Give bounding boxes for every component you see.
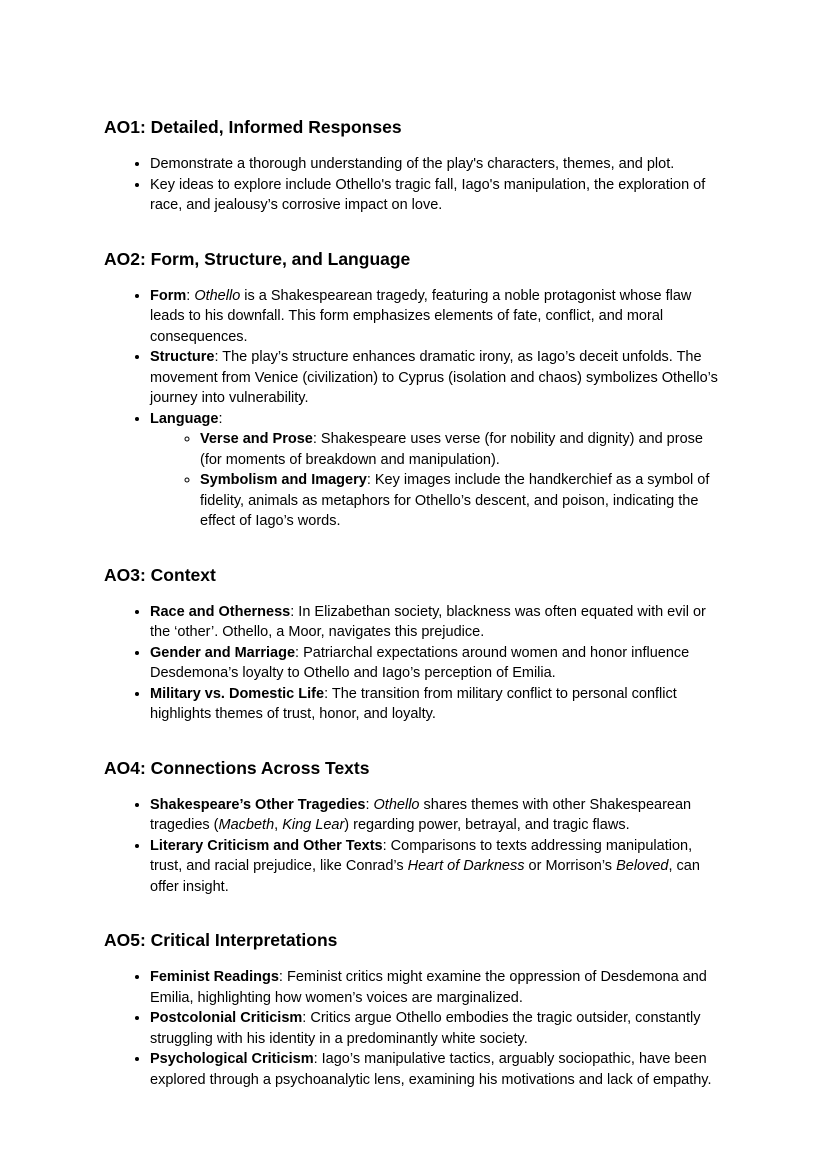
text-run: Military vs. Domestic Life — [150, 685, 325, 702]
list-item — [150, 154, 724, 175]
text-run: Race and Otherness — [150, 603, 291, 620]
text-run: is a Shakespearean tragedy, featuring a noble protagonist whose flaw leads to his downfall. This form emphasizes elements of fate, conflict, and moral consequences. — [150, 287, 692, 345]
bullet-list — [104, 602, 724, 725]
text-run: : Critics argue Othello embodies the tragic outsider, constantly struggling with his identity in a predominantly white society. — [150, 1010, 701, 1047]
list-item — [200, 470, 724, 532]
text-run: : Iago’s manipulative tactics, arguably sociopathic, have been explored through a psychoanalytic lens, examining his motivations and lack of empathy. — [150, 1051, 712, 1088]
text-run: Macbeth — [218, 817, 275, 833]
text-run: : Patriarchal expectations around women and honor influence Desdemona’s loyalty to Othello and Iago’s perception of Emilia. — [150, 644, 690, 681]
bullet-list — [104, 286, 724, 532]
text-run: : — [186, 287, 195, 304]
list-item — [200, 429, 724, 470]
text-run: Structure — [150, 349, 215, 365]
text-run: ) regarding power, betrayal, and tragic flaws. — [344, 817, 630, 833]
list-item — [150, 347, 724, 409]
text-run: , can offer insight. — [150, 858, 700, 895]
text-run: Key ideas to explore include Othello's tragic fall, Iago's manipulation, the exploration of race, and jealousy’s corrosive impact on love. — [150, 176, 706, 213]
text-run: or Morrison’s — [524, 858, 617, 874]
text-run: : — [365, 796, 374, 813]
text-run: : The transition from military conflict to personal conflict highlights themes of trust, honor, and loyalty. — [150, 685, 677, 722]
section-heading: AO5: Critical Interpretations — [104, 930, 338, 950]
text-run: : In Elizabethan society, blackness was often equated with evil or the ‘other’. Othello, a Moor, navigates this prejudice. — [150, 603, 706, 640]
text-run: shares themes with other Shakespearean tragedies ( — [150, 796, 692, 833]
text-run: Symbolism and Imagery — [200, 472, 367, 488]
text-run: Demonstrate a thorough understanding of the play's characters, themes, and plot. — [150, 156, 675, 172]
bullet-list — [104, 795, 724, 898]
list-item — [150, 684, 724, 725]
list-item — [150, 836, 724, 898]
text-run: Othello — [194, 287, 241, 304]
text-run: King Lear — [282, 817, 345, 833]
text-run: Language — [150, 410, 219, 427]
text-run: , — [274, 817, 283, 833]
section-heading: AO3: Context — [104, 564, 216, 585]
sub-bullet-list — [150, 429, 724, 532]
text-run: : The play’s structure enhances dramatic irony, as Iago’s deceit unfolds. The movement from Venice (civilization) to Cyprus (isolation and chaos) symbolizes Othello’s journey into vulnerability. — [150, 349, 718, 406]
text-run: Beloved — [616, 858, 669, 874]
text-run: : Shakespeare uses verse (for nobility and dignity) and prose (for moments of breakdown and manipulation). — [200, 431, 703, 468]
list-item — [150, 643, 724, 684]
document-body — [104, 116, 724, 1090]
text-run: Gender and Marriage — [150, 644, 296, 661]
text-run: Verse and Prose — [200, 431, 313, 447]
text-run: Othello — [373, 796, 420, 813]
bullet-list — [104, 154, 724, 216]
list-item — [150, 175, 724, 216]
section-heading: AO2: Form, Structure, and Language — [104, 248, 411, 269]
text-run: : Feminist critics might examine the oppression of Desdemona and Emilia, highlighting how women’s voices are marginalized. — [150, 969, 707, 1006]
text-run: : Comparisons to texts addressing manipulation, trust, and racial prejudice, like Conrad’s — [150, 837, 693, 874]
text-run: : Key images include the handkerchief as a symbol of fidelity, animals as metaphors for Othello’s descent, and poison, indicating the effect of Iago’s words. — [200, 472, 710, 529]
section-heading: AO4: Connections Across Texts — [104, 757, 370, 778]
text-run: Psychological Criticism — [150, 1051, 314, 1067]
text-run: Heart of Darkness — [407, 858, 525, 874]
text-run: : — [218, 410, 223, 427]
list-item — [150, 286, 724, 348]
list-item — [150, 1049, 724, 1090]
text-run: Shakespeare’s Other Tragedies — [150, 796, 366, 813]
text-run: Literary Criticism and Other Texts — [150, 837, 383, 854]
bullet-list — [104, 967, 724, 1090]
list-item — [150, 1008, 724, 1049]
section-heading: AO1: Detailed, Informed Responses — [104, 117, 402, 137]
text-run: Form — [150, 287, 187, 304]
list-item — [150, 967, 724, 1008]
text-run: Postcolonial Criticism — [150, 1010, 303, 1026]
list-item — [150, 602, 724, 643]
list-item — [150, 409, 724, 532]
list-item — [150, 795, 724, 836]
text-run: Feminist Readings — [150, 969, 279, 985]
